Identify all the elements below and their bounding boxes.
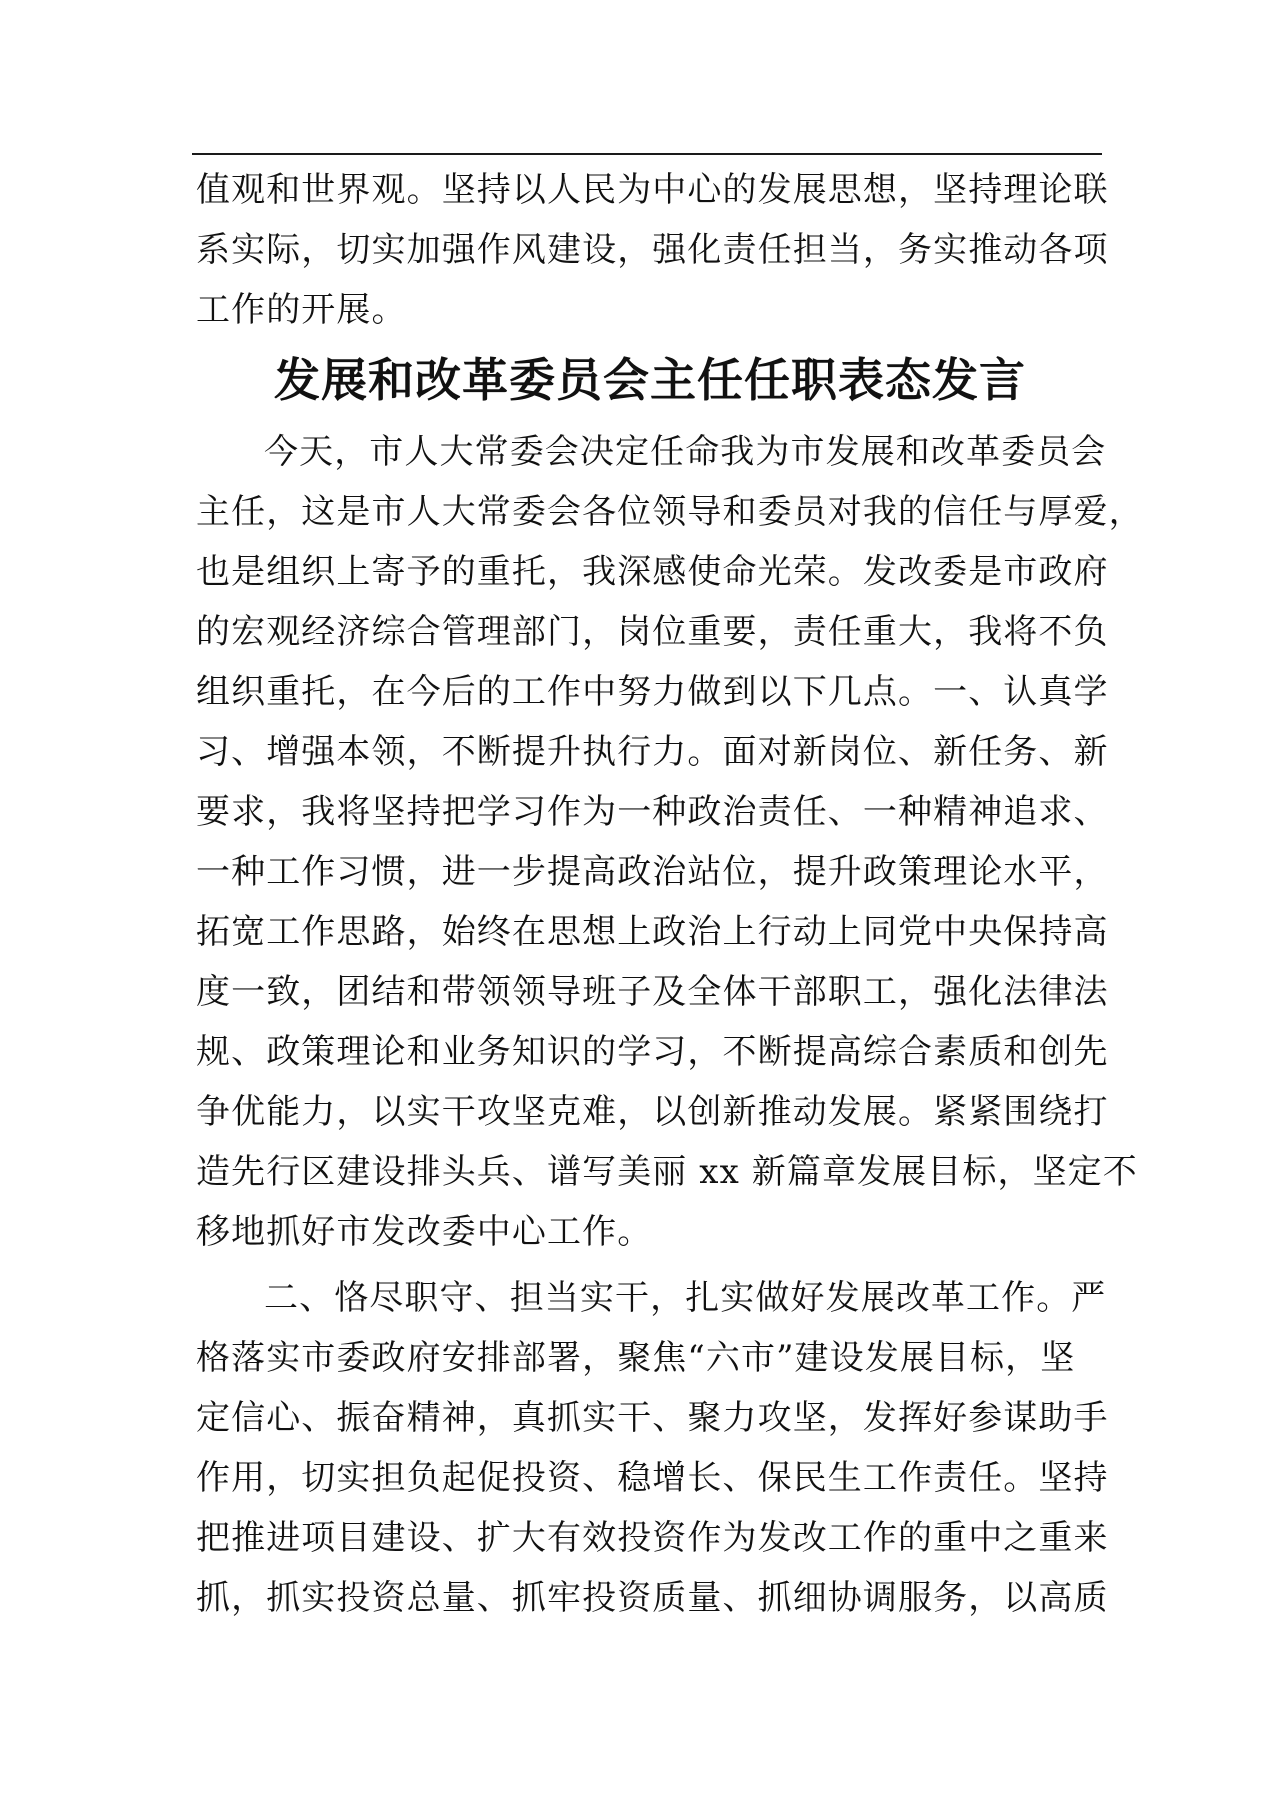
text-line: 争优能力，以实干攻坚克难，以创新推动发展。紧紧围绕打 [196, 1092, 1109, 1132]
text-line: 移地抓好市发改委中心工作。 [196, 1212, 653, 1252]
text-line: 定信心、振奋精神，真抓实干、聚力攻坚，发挥好参谋助手 [196, 1398, 1109, 1438]
paragraph-1 [196, 422, 1144, 1262]
text-line: 习、增强本领，不断提升执行力。面对新岗位、新任务、新 [196, 732, 1109, 772]
text-line: 造先行区建设排头兵、谱写美丽 xx 新篇章发展目标，坚定不 [196, 1152, 1138, 1192]
text-line: 抓，抓实投资总量、抓牢投资质量、抓细协调服务，以高质 [196, 1578, 1109, 1618]
text-line: 作用，切实担负起促投资、稳增长、保民生工作责任。坚持 [196, 1458, 1109, 1498]
text-line: 把推进项目建设、扩大有效投资作为发改工作的重中之重来 [196, 1518, 1109, 1558]
intro-paragraph [196, 160, 1109, 340]
text-line: 要求，我将坚持把学习作为一种政治责任、一种精神追求、 [196, 792, 1109, 832]
text-line: 一种工作习惯，进一步提高政治站位，提升政策理论水平， [196, 852, 1109, 892]
text-line: 的宏观经济综合管理部门，岗位重要，责任重大，我将不负 [196, 612, 1109, 652]
text-line: 度一致，团结和带领领导班子及全体干部职工，强化法律法 [196, 972, 1109, 1012]
text-line: 今天，市人大常委会决定任命我为市发展和改革委员会 [264, 432, 1107, 472]
document-title: 发展和改革委员会主任任职表态发言 [274, 353, 1026, 407]
text-line: 二、恪尽职守、担当实干，扎实做好发展改革工作。严 [264, 1278, 1107, 1318]
text-line: 工作的开展。 [196, 290, 407, 330]
header-rule [192, 153, 1102, 155]
text-line: 也是组织上寄予的重托，我深感使命光荣。发改委是市政府 [196, 552, 1109, 592]
text-line: 规、政策理论和业务知识的学习，不断提高综合素质和创先 [196, 1032, 1109, 1072]
text-line: 值观和世界观。坚持以人民为中心的发展思想，坚持理论联 [196, 170, 1109, 210]
document-body [196, 160, 1144, 1628]
text-line: 格落实市委政府安排部署，聚焦“六市”建设发展目标，坚 [196, 1338, 1076, 1378]
text-line: 拓宽工作思路，始终在思想上政治上行动上同党中央保持高 [196, 912, 1109, 952]
text-line: 组织重托，在今后的工作中努力做到以下几点。一、认真学 [196, 672, 1109, 712]
text-line: 主任，这是市人大常委会各位领导和委员对我的信任与厚爱， [196, 492, 1144, 532]
paragraph-2 [196, 1268, 1109, 1628]
text-line: 系实际，切实加强作风建设，强化责任担当，务实推动各项 [196, 230, 1109, 270]
